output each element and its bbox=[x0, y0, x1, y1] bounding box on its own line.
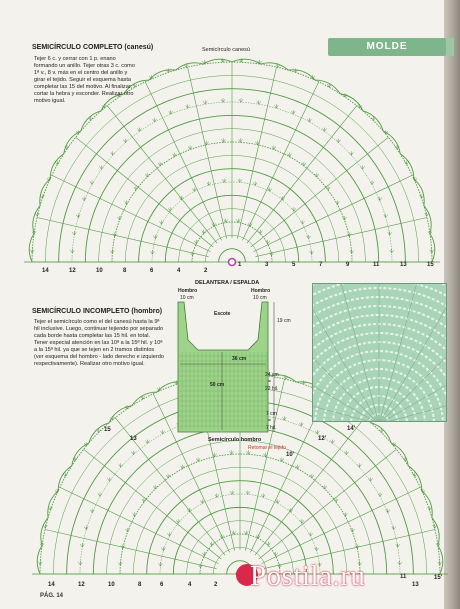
row-number: 8 bbox=[123, 268, 127, 274]
measure-36cm: 36 cm bbox=[232, 356, 247, 362]
bottom-chart-title: Semicírculo hombro bbox=[208, 437, 262, 443]
row-number: 6 bbox=[150, 268, 154, 274]
row-number: 1 bbox=[238, 262, 242, 268]
row-number: 13 bbox=[130, 436, 137, 442]
row-number: 11 bbox=[400, 574, 407, 580]
row-number: 12 bbox=[78, 582, 85, 588]
row-number: 2 bbox=[214, 582, 218, 588]
cm-left-label: 10 cm bbox=[180, 295, 194, 301]
measure-22hil: 22 hil. bbox=[265, 386, 279, 392]
page-number: PÁG. 14 bbox=[40, 593, 64, 599]
row-number: 14' bbox=[347, 426, 356, 432]
middle-heading: SEMICÍRCULO INCOMPLETO (hombro) bbox=[32, 308, 163, 315]
row-number: 9 bbox=[346, 262, 350, 268]
crochet-swatch-photo bbox=[312, 283, 447, 422]
garment-title: DELANTERA / ESPALDA bbox=[195, 280, 260, 286]
middle-instructions: Tejer el semicírculo como el del canesú hasta la 9ª hil inclusive. Luego, continuar tejiendo por separado cada borde hasta completar las 15 hil. en total. Tener especial atención en las 10ª a la 15ª hil. y 10ª a la 15ª hil. ya que se tejen en 2 tramos distintos (ver esquema del hombro - lado derecho e izquierdo respectivamente). Realizar otro motivo igual. bbox=[34, 319, 164, 367]
hombro-left-label: Hombro bbox=[178, 288, 198, 294]
molde-tab: MOLDE bbox=[328, 38, 446, 56]
retomar-note: Retomar el tejido bbox=[248, 445, 286, 451]
top-heading: SEMICÍRCULO COMPLETO (canesú) bbox=[32, 44, 154, 51]
row-number: 7 bbox=[319, 262, 323, 268]
hombro-right-label: Hombro bbox=[251, 288, 271, 294]
measure-7hil: 7 hil. bbox=[266, 425, 277, 431]
row-number: 13 bbox=[400, 262, 407, 268]
row-number: 15 bbox=[427, 262, 434, 268]
row-number: 10 bbox=[96, 268, 103, 274]
row-number: 14 bbox=[48, 582, 55, 588]
row-number: 4 bbox=[177, 268, 181, 274]
measure-equals-1: = bbox=[268, 379, 271, 385]
measure-50cm: 50 cm bbox=[210, 382, 225, 388]
row-number: 4 bbox=[188, 582, 192, 588]
measure-7cm: 7 cm bbox=[266, 411, 277, 417]
row-number: 12' bbox=[318, 436, 327, 442]
row-number: 15' bbox=[434, 575, 443, 581]
canesu-chart-center-ring bbox=[229, 259, 236, 266]
cm-right-label: 10 cm bbox=[253, 295, 267, 301]
garment-diagram bbox=[178, 302, 274, 432]
measure-equals-2: = bbox=[268, 418, 271, 424]
top-instructions: Tejer 6 c. y cerrar con 1 p. enano formando un anillo. Tejer otras 3 c. como 1ª v., 8 v. más en el centro del anillo y girar el tejido. Seguir el esquema hasta completar las 15 del motivo. Al finalizar, cortar la hebra y esconder. Realizar otro motivo igual. bbox=[34, 56, 135, 104]
row-number: 12 bbox=[69, 268, 76, 274]
row-number: 8 bbox=[138, 582, 142, 588]
row-number: 2 bbox=[204, 268, 208, 274]
top-chart-title: Semicírculo canesú bbox=[202, 47, 250, 53]
row-number: 13 bbox=[412, 582, 419, 588]
row-number: 3 bbox=[265, 262, 269, 268]
row-number: 10 bbox=[108, 582, 115, 588]
row-number: 6 bbox=[160, 582, 164, 588]
row-number: 10' bbox=[286, 452, 295, 458]
measure-24cm: 24 cm bbox=[265, 372, 279, 378]
measure-19cm: 19 cm bbox=[277, 318, 291, 324]
watermark-text: Postila.ru bbox=[250, 560, 366, 592]
row-number: 11 bbox=[373, 262, 380, 268]
escote-label: Escote bbox=[214, 311, 231, 317]
row-number: 14 bbox=[42, 268, 49, 274]
row-number: 5 bbox=[292, 262, 296, 268]
row-number: 15 bbox=[104, 427, 111, 433]
